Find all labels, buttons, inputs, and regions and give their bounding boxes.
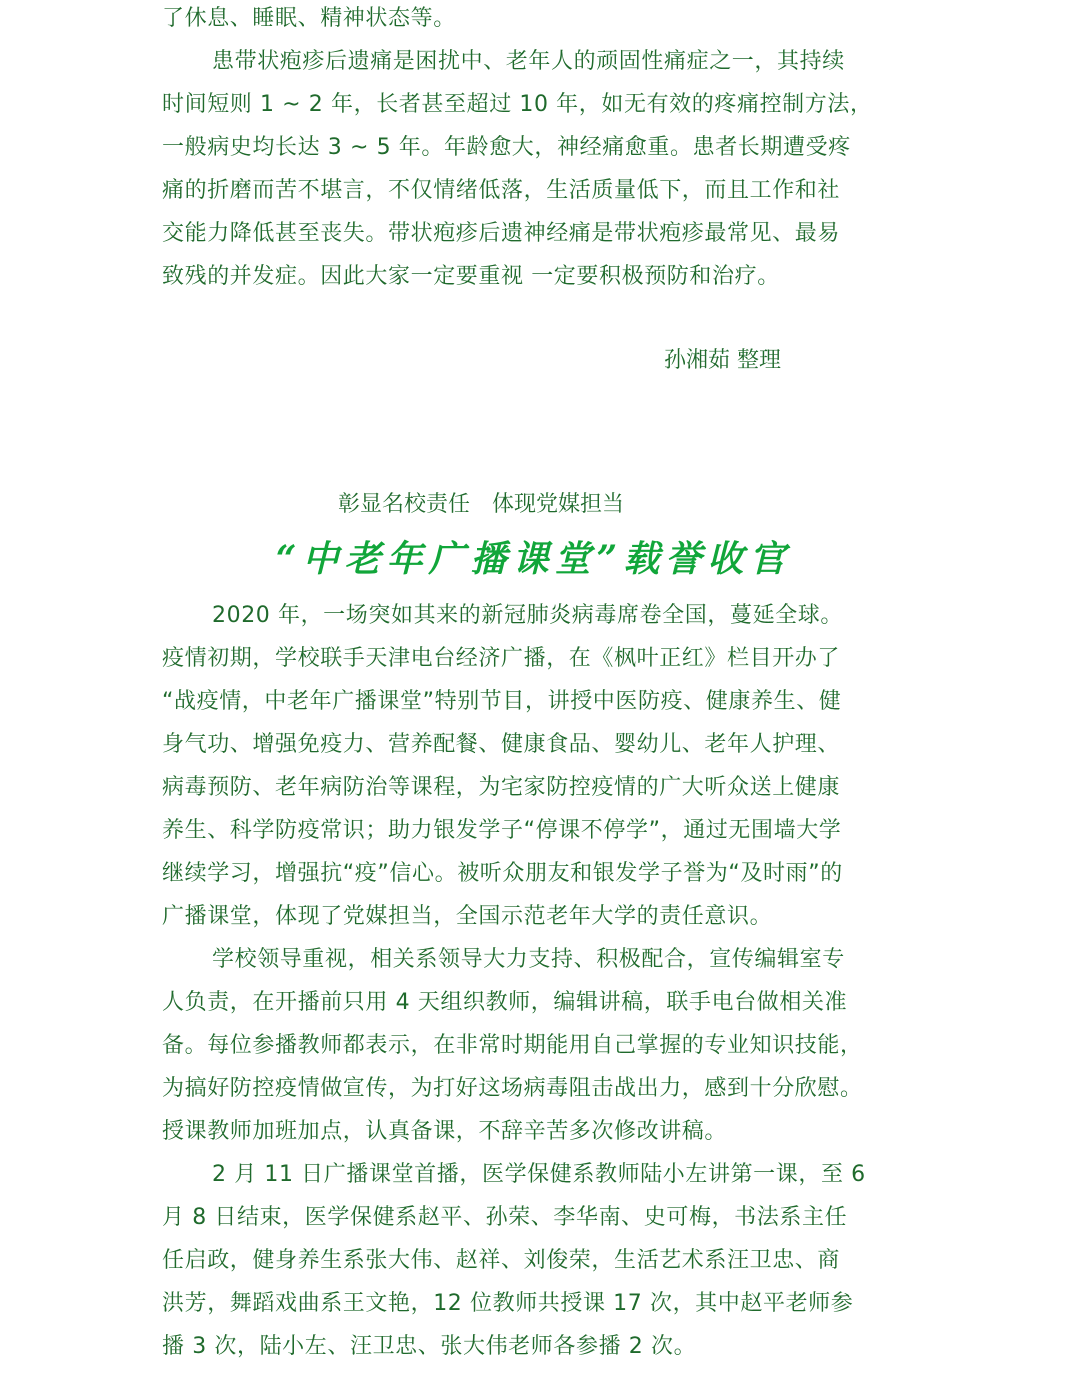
paragraph-line: 继续学习，增强抗“疫”信心。被听众朋友和银发学子誉为“及时雨”的 <box>162 861 843 886</box>
paragraph-line: 养生、科学防疫常识；助力银发学子“停课不停学”，通过无围墙大学 <box>162 818 842 843</box>
paragraph-line: 授课教师加班加点，认真备课，不辞辛苦多次修改讲稿。 <box>162 1119 728 1144</box>
paragraph-line: 播 3 次，陆小左、汪卫忠、张大伟老师各参播 2 次。 <box>162 1334 697 1359</box>
paragraph-line: 患带状疱疹后遗痛是困扰中、老年人的顽固性痛症之一，其持续 <box>212 49 845 74</box>
paragraph-line: 洪芳，舞蹈戏曲系王文艳，12 位教师共授课 17 次，其中赵平老师参 <box>162 1291 854 1316</box>
paragraph-line: 备。每位参播教师都表示，在非常时期能用自己掌握的专业知识技能， <box>162 1033 863 1058</box>
paragraph-line: 致残的并发症。因此大家一定要重视 一定要积极预防和治疗。 <box>162 264 780 289</box>
paragraph-line: 痛的折磨而苦不堪言，不仅情绪低落，生活质量低下，而且工作和社 <box>162 178 841 203</box>
author-signature: 孙湘茹 整理 <box>664 348 781 373</box>
article-subheading: 彰显名校责任 体现党媒担当 <box>338 492 625 517</box>
paragraph-line: 广播课堂，体现了党媒担当，全国示范老年大学的责任意识。 <box>162 904 773 929</box>
paragraph-line: 一般病史均长达 3 ~ 5 年。年龄愈大，神经痛愈重。患者长期遭受疼 <box>162 135 851 160</box>
paragraph-line: 任启政，健身养生系张大伟、赵祥、刘俊荣，生活艺术系汪卫忠、商 <box>162 1248 841 1273</box>
paragraph-line: 2020 年，一场突如其来的新冠肺炎病毒席卷全国，蔓延全球。 <box>212 603 843 628</box>
paragraph-line: 交能力降低甚至丧失。带状疱疹后遗神经痛是带状疱疹最常见、最易 <box>162 221 841 246</box>
paragraph-line: 时间短则 1 ~ 2 年，长者甚至超过 10 年，如无有效的疼痛控制方法， <box>162 92 873 117</box>
paragraph-line: “战疫情，中老年广播课堂”特别节目，讲授中医防疫、健康养生、健 <box>162 689 842 714</box>
paragraph-line: 学校领导重视，相关系领导大力支持、积极配合，宣传编辑室专 <box>212 947 845 972</box>
paragraph-line: 为搞好防控疫情做宣传，为打好这场病毒阻击战出力，感到十分欣慰。 <box>162 1076 863 1101</box>
paragraph-line: 人负责，在开播前只用 4 天组织教师，编辑讲稿，联手电台做相关准 <box>162 990 848 1015</box>
paragraph-line: 病毒预防、老年病防治等课程，为宅家防控疫情的广大听众送上健康 <box>162 775 841 800</box>
paragraph-line: 了休息、睡眠、精神状态等。 <box>162 6 456 31</box>
paragraph-line: 疫情初期，学校联手天津电台经济广播，在《枫叶正红》栏目开办了 <box>162 646 841 671</box>
paragraph-line: 身气功、增强免疫力、营养配餐、健康食品、婴幼儿、老年人护理、 <box>162 732 841 757</box>
paragraph-line: 月 8 日结束，医学保健系赵平、孙荣、李华南、史可梅，书法系主任 <box>162 1205 848 1230</box>
paragraph-line: 2 月 11 日广播课堂首播，医学保健系教师陆小左讲第一课，至 6 <box>212 1162 866 1187</box>
article-headline: “中老年广播课堂”载誉收官 <box>275 538 792 580</box>
